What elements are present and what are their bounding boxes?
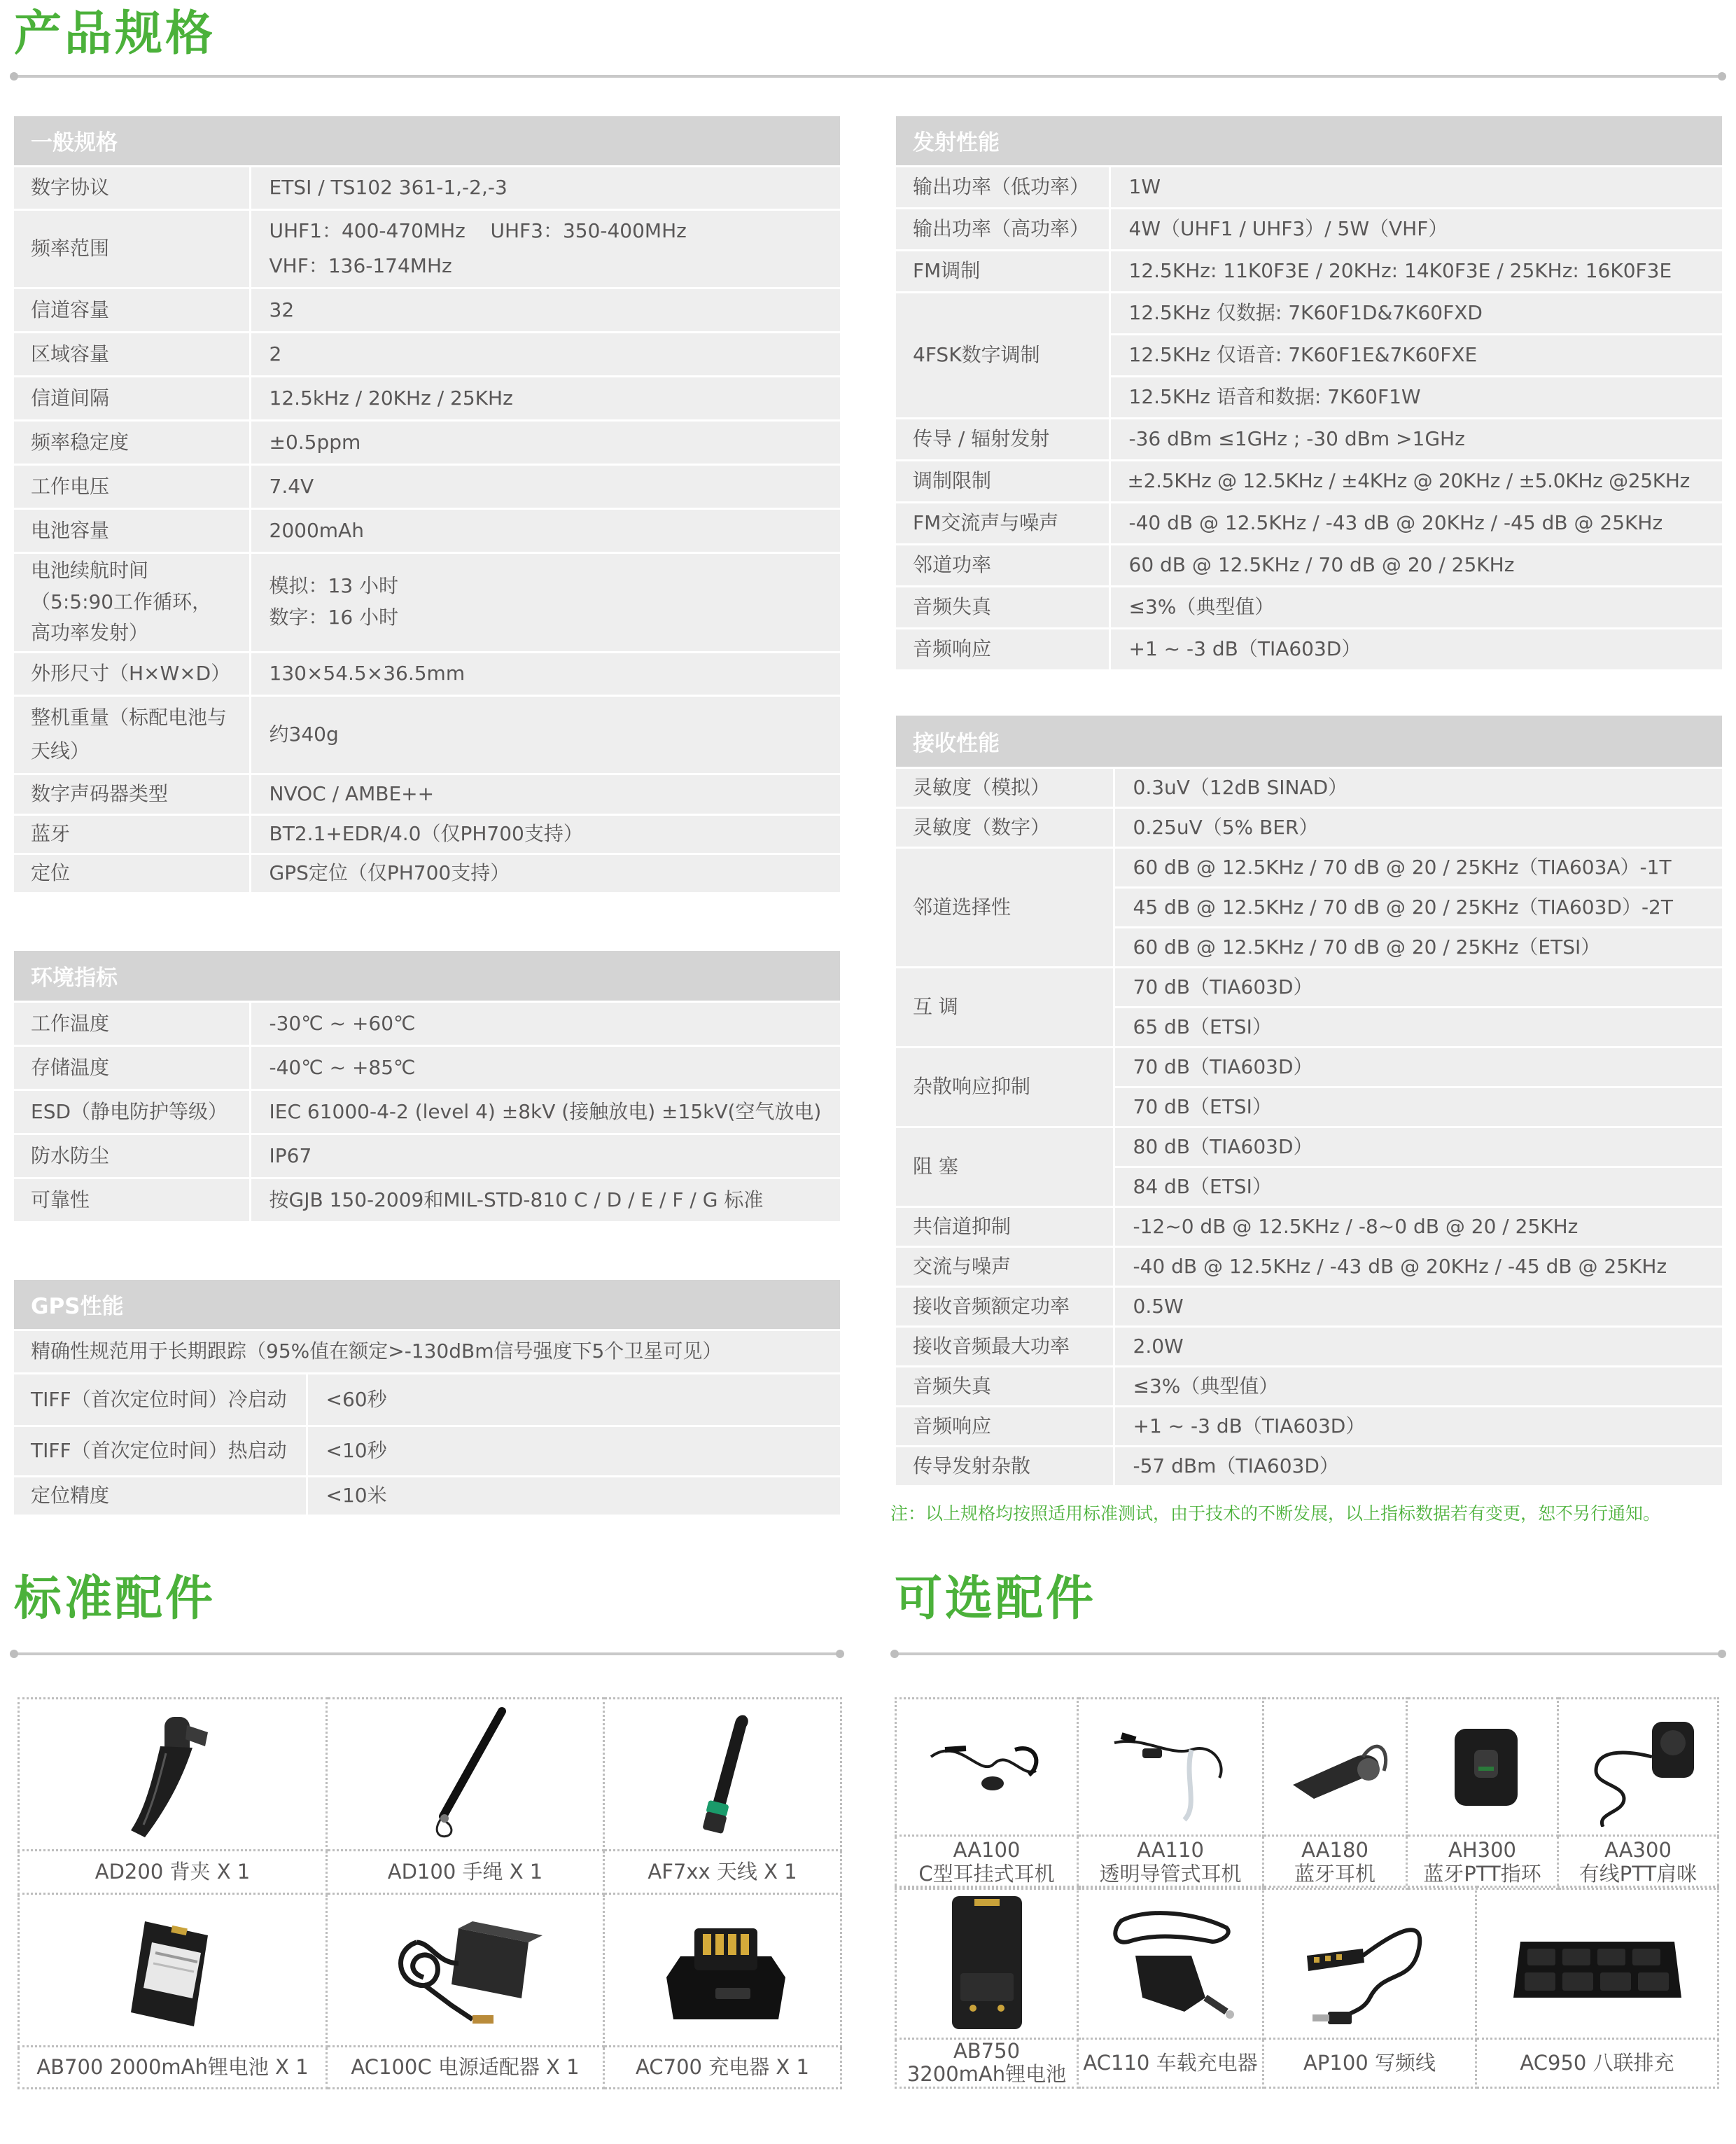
section-header-gps: GPS性能	[14, 1280, 840, 1330]
accessory-image-cell	[327, 1894, 604, 2047]
optional-accessory-grid-row1	[895, 1697, 1719, 1890]
spec-value: 7.4V	[250, 464, 840, 508]
spec-label: 输出功率（低功率）	[896, 166, 1110, 208]
accessory-model: AB750	[953, 2039, 1021, 2063]
spec-label: 蓝牙	[14, 814, 250, 854]
spec-value: 60 dB @ 12.5KHz / 70 dB @ 20 / 25KHz（TIA603A）-1T	[1114, 847, 1722, 887]
spec-value: 0.3uV（12dB SINAD）	[1114, 767, 1722, 807]
spec-value: 80 dB（TIA603D）	[1114, 1127, 1722, 1167]
spec-value: 60 dB @ 12.5KHz / 70 dB @ 20 / 25KHz	[1110, 544, 1722, 586]
spec-label: 4FSK数字调制	[896, 292, 1110, 418]
spec-label: 接收音频最大功率	[896, 1326, 1114, 1366]
spec-label: 灵敏度（数字）	[896, 807, 1114, 847]
spec-label-line: 整机重量（标配电池与	[31, 706, 227, 730]
bluetooth-earpiece-icon	[1272, 1708, 1398, 1827]
spec-label: 数字声码器类型	[14, 774, 250, 814]
spec-value: -30℃ ~ +60℃	[250, 1001, 840, 1045]
spec-value: -40 dB @ 12.5KHz / -43 dB @ 20KHz / -45 dB @ 25KHz	[1110, 502, 1722, 544]
accessory-model: AA180	[1301, 1838, 1368, 1863]
spec-value: -12~0 dB @ 12.5KHz / -8~0 dB @ 20 / 25KHz	[1114, 1206, 1722, 1246]
spec-value: 4W（UHF1 / UHF3）/ 5W（VHF）	[1110, 208, 1722, 250]
spec-value: 2000mAh	[250, 508, 840, 552]
spec-value: NVOC / AMBE++	[250, 774, 840, 814]
accessory-label	[1078, 1836, 1264, 1889]
accessory-image-cell	[19, 1699, 327, 1851]
spec-label: 接收音频额定功率	[896, 1286, 1114, 1326]
section-title-standard: 标准配件	[14, 1571, 216, 1627]
optional-divider	[895, 1652, 1722, 1655]
car-charger-icon	[1093, 1893, 1247, 2033]
spec-value: 84 dB（ETSI）	[1114, 1167, 1722, 1206]
accessory-image-cell	[1558, 1699, 1718, 1836]
spec-label-line: 电池续航时间	[31, 558, 149, 582]
belt-clip-icon	[103, 1704, 243, 1844]
spec-value: 45 dB @ 12.5KHz / 70 dB @ 20 / 25KHz（TIA603D）-2T	[1114, 887, 1722, 927]
spec-value: 70 dB（TIA603D）	[1114, 1047, 1722, 1087]
spec-label: 信道容量	[14, 288, 250, 332]
section-header-transmit: 发射性能	[896, 116, 1722, 166]
spec-label: 频率范围	[14, 209, 250, 288]
spec-label: 传导发射杂散	[896, 1446, 1114, 1486]
accessory-label: AD100 手绳 X 1	[327, 1851, 604, 1894]
gps-spec-table	[14, 1280, 840, 1517]
section-header-general: 一般规格	[14, 116, 840, 166]
spec-label: 数字协议	[14, 166, 250, 209]
spec-value: IP67	[250, 1134, 840, 1178]
spec-value: 0.5W	[1114, 1286, 1722, 1326]
spec-value: +1 ~ -3 dB（TIA603D）	[1114, 1406, 1722, 1446]
spec-label: 定位	[14, 854, 250, 893]
accessory-image-cell	[1264, 1887, 1476, 2039]
spec-value: 70 dB（TIA603D）	[1114, 967, 1722, 1007]
charger-icon	[638, 1900, 806, 2040]
accessory-label: AC700 充电器 X 1	[604, 2047, 841, 2089]
accessory-image-cell	[604, 1894, 841, 2047]
spec-value: -40℃ ~ +85℃	[250, 1045, 840, 1090]
accessory-model: AA110	[1137, 1838, 1204, 1863]
spec-value: <10米	[307, 1476, 840, 1515]
spec-label: 阻 塞	[896, 1127, 1114, 1206]
standard-divider	[14, 1652, 840, 1655]
spec-value: 1W	[1110, 166, 1722, 208]
spec-label: 互 调	[896, 967, 1114, 1047]
spec-label: 工作温度	[14, 1001, 250, 1045]
receive-spec-table	[896, 716, 1722, 1487]
spec-value: -36 dBm ≤1GHz ; -30 dBm >1GHz	[1110, 418, 1722, 460]
accessory-label: AC950 八联排充	[1476, 2039, 1718, 2088]
environment-spec-table	[14, 951, 840, 1223]
antenna-icon	[652, 1704, 792, 1844]
accessory-label	[1264, 1836, 1407, 1889]
spec-label: 区域容量	[14, 332, 250, 376]
spec-value: +1 ~ -3 dB（TIA603D）	[1110, 628, 1722, 670]
spec-value: 12.5KHz 仅数据: 7K60F1D&7K60FXD	[1110, 292, 1722, 334]
spec-value: GPS定位（仅PH700支持）	[250, 854, 840, 893]
program-cable-icon	[1286, 1893, 1454, 2033]
accessory-label: AB700 2000mAh锂电池 X 1	[19, 2047, 327, 2089]
spec-value: 12.5KHz 语音和数据: 7K60F1W	[1110, 376, 1722, 418]
spec-label: 信道间隔	[14, 376, 250, 420]
spec-label: 共信道抑制	[896, 1206, 1114, 1246]
spec-value: 12.5KHz 仅语音: 7K60F1E&7K60FXE	[1110, 334, 1722, 376]
spec-value: BT2.1+EDR/4.0（仅PH700支持）	[250, 814, 840, 854]
spec-label: 音频失真	[896, 586, 1110, 628]
spec-label: 杂散响应抑制	[896, 1047, 1114, 1127]
accessory-image-cell	[604, 1699, 841, 1851]
spec-label: 工作电压	[14, 464, 250, 508]
accessory-model: AA100	[953, 1838, 1021, 1863]
spec-value: -40 dB @ 12.5KHz / -43 dB @ 20KHz / -45 dB @ 25KHz	[1114, 1246, 1722, 1286]
spec-value: 2	[250, 332, 840, 376]
spec-value: ≤3%（典型值）	[1110, 586, 1722, 628]
section-title-optional: 可选配件	[895, 1571, 1097, 1627]
accessory-label: AC100C 电源适配器 X 1	[327, 2047, 604, 2089]
spec-value-line: 数字：16 小时	[269, 606, 399, 629]
spec-label: 频率稳定度	[14, 420, 250, 464]
accessory-image-cell	[1476, 1887, 1718, 2039]
accessory-image-cell	[1078, 1887, 1264, 2039]
spec-value	[250, 209, 840, 288]
spec-label-line: 高功率发射）	[31, 621, 149, 645]
accessory-desc: 蓝牙PTT指环	[1423, 1861, 1541, 1886]
accessory-desc: 3200mAh锂电池	[906, 2062, 1067, 2087]
spec-label: 音频失真	[896, 1366, 1114, 1406]
accessory-label	[1407, 1836, 1558, 1889]
general-spec-table	[14, 116, 840, 894]
ptt-ring-icon	[1420, 1708, 1546, 1827]
gps-note: 精确性规范用于长期跟踪（95%值在额定>-130dBm信号强度下5个卫星可见）	[14, 1330, 840, 1373]
spec-label: 音频响应	[896, 1406, 1114, 1446]
spec-label: 调制限制	[896, 460, 1110, 502]
power-adapter-icon	[374, 1900, 556, 2040]
spec-value: 12.5KHz: 11K0F3E / 20KHz: 14K0F3E / 25KHz: 16K0F3E	[1110, 250, 1722, 292]
accessory-model: AH300	[1448, 1838, 1516, 1863]
spec-value: 按GJB 150-2009和MIL-STD-810 C / D / E / F / G 标准	[250, 1178, 840, 1222]
spec-label: 邻道功率	[896, 544, 1110, 586]
spec-value: 70 dB（ETSI）	[1114, 1087, 1722, 1127]
spec-value: -57 dBm（TIA603D）	[1114, 1446, 1722, 1486]
spec-value	[250, 552, 840, 652]
accessory-image-cell	[19, 1894, 327, 2047]
spec-value: 0.25uV（5% BER）	[1114, 807, 1722, 847]
footnote: 注：以上规格均按照适用标准测试，由于技术的不断发展，以上指标数据若有变更，恕不另行通知。	[890, 1503, 1661, 1524]
spec-value: ±0.5ppm	[250, 420, 840, 464]
spec-label: 外形尺寸（H×W×D）	[14, 652, 250, 695]
spec-label: 可靠性	[14, 1178, 250, 1222]
accessory-image-cell	[327, 1699, 604, 1851]
accessory-model: AA300	[1604, 1838, 1672, 1863]
spec-label: 存储温度	[14, 1045, 250, 1090]
spec-label-line: 天线）	[31, 739, 90, 763]
spec-value: ±2.5KHz @ 12.5KHz / ±4KHz @ 20KHz / ±5.0KHz @25KHz	[1110, 460, 1722, 502]
section-header-environment: 环境指标	[14, 951, 840, 1001]
speaker-mic-icon	[1568, 1708, 1708, 1827]
spec-label: 输出功率（高功率）	[896, 208, 1110, 250]
spec-label: 音频响应	[896, 628, 1110, 670]
spec-label: 电池容量	[14, 508, 250, 552]
accessory-desc: 有线PTT肩咪	[1578, 1861, 1698, 1886]
accessory-label	[896, 1836, 1078, 1889]
spec-label	[14, 695, 250, 774]
accessory-label	[896, 2039, 1078, 2088]
spec-value: IEC 61000-4-2 (level 4) ±8kV (接触放电) ±15kV(空气放电)	[250, 1090, 840, 1134]
tube-earpiece-icon	[1100, 1708, 1240, 1827]
spec-value: 60 dB @ 12.5KHz / 70 dB @ 20 / 25KHz（ETSI）	[1114, 927, 1722, 967]
spec-value: 2.0W	[1114, 1326, 1722, 1366]
spec-label: TIFF（首次定位时间）冷启动	[14, 1373, 307, 1426]
spec-value: 12.5kHz / 20KHz / 25KHz	[250, 376, 840, 420]
spec-value: <10秒	[307, 1426, 840, 1476]
battery-icon	[103, 1900, 243, 2040]
spec-label: FM调制	[896, 250, 1110, 292]
spec-label: 定位精度	[14, 1476, 307, 1515]
spec-label: 灵敏度（模拟）	[896, 767, 1114, 807]
accessory-label: AD200 背夹 X 1	[19, 1851, 327, 1894]
section-header-receive: 接收性能	[896, 716, 1722, 767]
spec-label: FM交流声与噪声	[896, 502, 1110, 544]
spec-value: 32	[250, 288, 840, 332]
accessory-label: AC110 车载充电器	[1078, 2039, 1264, 2088]
page-title-specs: 产品规格	[14, 6, 216, 62]
accessory-label: AF7xx 天线 X 1	[604, 1851, 841, 1894]
accessory-image-cell	[1078, 1699, 1264, 1836]
accessory-image-cell	[896, 1699, 1078, 1836]
spec-value-line: VHF：136-174MHz	[269, 254, 452, 277]
accessory-desc: 透明导管式耳机	[1099, 1861, 1242, 1886]
spec-label: TIFF（首次定位时间）热启动	[14, 1426, 307, 1476]
spec-label	[14, 552, 250, 652]
spec-label-line: （5:5:90工作循环，	[31, 590, 212, 613]
big-battery-icon	[931, 1889, 1043, 2036]
optional-accessory-grid-row2	[895, 1886, 1719, 2089]
spec-value: 130×54.5×36.5mm	[250, 652, 840, 695]
accessory-desc: C型耳挂式耳机	[918, 1861, 1055, 1886]
standard-accessory-grid	[18, 1697, 842, 2089]
spec-label: 交流与噪声	[896, 1246, 1114, 1286]
spec-value-line: 模拟：13 小时	[269, 574, 399, 598]
accessory-desc: 蓝牙耳机	[1294, 1861, 1376, 1886]
accessory-image-cell	[896, 1887, 1078, 2039]
spec-value-line: UHF1：400-470MHz UHF3：350-400MHz	[269, 218, 687, 242]
accessory-label: AP100 写频线	[1264, 2039, 1476, 2088]
earpiece-icon	[917, 1708, 1057, 1827]
title-divider	[14, 75, 1722, 78]
accessory-label	[1558, 1836, 1718, 1889]
lanyard-icon	[396, 1704, 536, 1844]
spec-value: ≤3%（典型值）	[1114, 1366, 1722, 1406]
transmit-spec-table	[896, 116, 1722, 671]
spec-label: 传导 / 辐射发射	[896, 418, 1110, 460]
spec-value: 约340g	[250, 695, 840, 774]
spec-label: ESD（静电防护等级）	[14, 1090, 250, 1134]
spec-value: 65 dB（ETSI）	[1114, 1007, 1722, 1047]
accessory-image-cell	[1407, 1699, 1558, 1836]
accessory-image-cell	[1264, 1699, 1407, 1836]
multi-charger-icon	[1506, 1900, 1688, 2026]
spec-label: 防水防尘	[14, 1134, 250, 1178]
spec-value: ETSI / TS102 361-1,-2,-3	[250, 166, 840, 209]
spec-value: <60秒	[307, 1373, 840, 1426]
spec-label: 邻道选择性	[896, 847, 1114, 967]
